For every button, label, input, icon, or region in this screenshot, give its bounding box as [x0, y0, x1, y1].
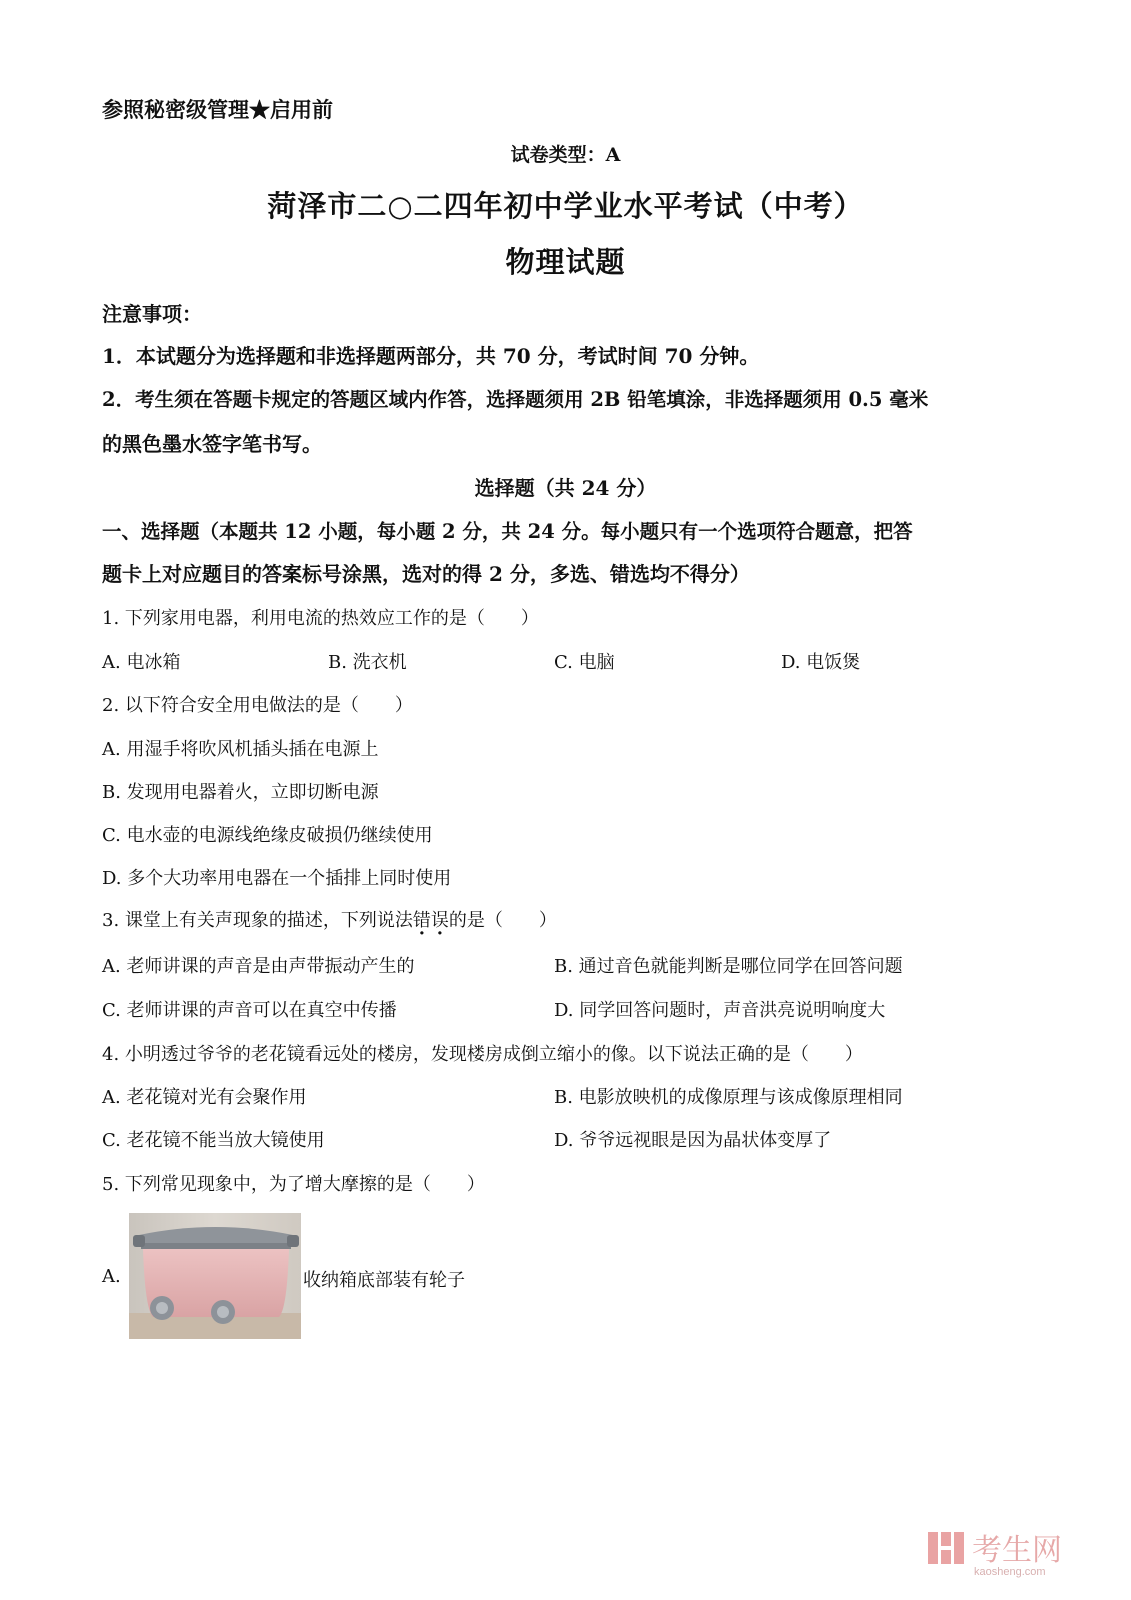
kaosheng-watermark-logo [928, 1528, 1088, 1578]
q2-option-c: C. 电水壶的电源线绝缘皮破损仍继续使用 [102, 825, 433, 846]
watermark-brand: 考生网 [972, 1534, 1062, 1567]
q2-option-b: B. 发现用电器着火，立即切断电源 [102, 782, 379, 803]
storage-box-photo [129, 1213, 301, 1339]
paper-type: 试卷类型：A [510, 144, 621, 166]
q3-option-b: B. 通过音色就能判断是哪位同学在回答问题 [554, 956, 903, 977]
section-title: 选择题（共 24 分） [474, 476, 657, 500]
q3-option-a: A. 老师讲课的声音是由声带振动产生的 [102, 956, 415, 977]
question-4-stem: 4. 小明透过爷爷的老花镜看远处的楼房，发现楼房成倒立缩小的像。以下说法正确的是（ ） [102, 1044, 863, 1065]
q3-emphasis-1: 错 [412, 910, 431, 931]
q1-option-d: D. 电饭煲 [781, 652, 861, 673]
notes-heading: 注意事项： [102, 302, 202, 326]
question-5-stem: 5. 下列常见现象中，为了增大摩擦的是（ ） [102, 1174, 485, 1195]
subject-title: 物理试题 [505, 245, 626, 279]
q3-option-c: C. 老师讲课的声音可以在真空中传播 [102, 1000, 397, 1021]
q4-option-b: B. 电影放映机的成像原理与该成像原理相同 [554, 1087, 903, 1108]
section-instructions-cont: 题卡上对应题目的答案标号涂黑，选对的得 2 分，多选、错选均不得分） [102, 562, 750, 586]
note-item-1: 1．本试题分为选择题和非选择题两部分，共 70 分，考试时间 70 分钟。 [102, 344, 760, 368]
confidential-label: 参照秘密级管理★启用前 [102, 97, 333, 122]
q1-option-c: C. 电脑 [554, 652, 615, 673]
q1-option-a: A. 电冰箱 [102, 652, 181, 673]
question-1-stem: 1. 下列家用电器，利用电流的热效应工作的是（ ） [102, 608, 539, 629]
section-instructions: 一、选择题（本题共 12 小题，每小题 2 分，共 24 分。每小题只有一个选项符合题意，把答 [102, 520, 913, 543]
q3-stem-end: 的是（ ） [448, 910, 557, 931]
q4-option-c: C. 老花镜不能当放大镜使用 [102, 1130, 325, 1151]
q5-option-a-letter: A. [102, 1266, 121, 1287]
q4-option-d: D. 爷爷远视眼是因为晶状体变厚了 [554, 1130, 832, 1151]
note-item-2-cont: 的黑色墨水签字笔书写。 [102, 432, 322, 456]
q1-option-b: B. 洗衣机 [328, 652, 407, 673]
q3-stem-start: 3. 课堂上有关声现象的描述，下列说法 [102, 910, 413, 931]
exam-title: 菏泽市二○二四年初中学业水平考试（中考） [267, 189, 864, 223]
q4-option-a: A. 老花镜对光有会聚作用 [102, 1087, 307, 1108]
watermark-site: kaosheng.com [974, 1566, 1046, 1578]
note-item-2: 2．考生须在答题卡规定的答题区域内作答，选择题须用 2B 铅笔填涂，非选择题须用 0.5 毫米 [102, 388, 929, 411]
q2-option-a: A. 用湿手将吹风机插头插在电源上 [102, 739, 379, 760]
question-3-stem [102, 906, 557, 932]
q3-emphasis-2: 误 [430, 910, 449, 931]
q2-option-d: D. 多个大功率用电器在一个插排上同时使用 [102, 868, 452, 889]
question-2-stem: 2. 以下符合安全用电做法的是（ ） [102, 695, 413, 716]
q3-option-d: D. 同学回答问题时，声音洪亮说明响度大 [554, 1000, 886, 1021]
q5-option-a-text: 收纳箱底部装有轮子 [303, 1270, 465, 1291]
